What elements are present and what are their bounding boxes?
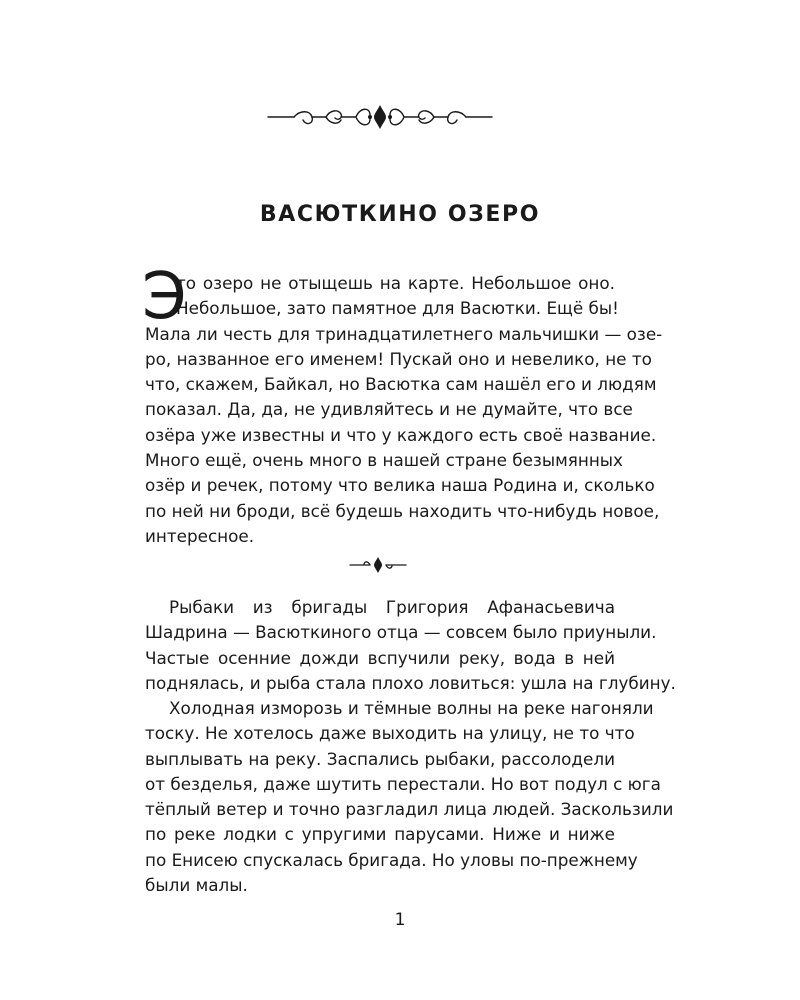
text-line: то озеро не отыщешь на карте. Небольшое оно. bbox=[176, 273, 615, 293]
text-line: озёр и речек, потому что велика наша Родина и, сколько bbox=[145, 475, 655, 496]
section-divider-ornament-icon bbox=[348, 556, 408, 574]
text-line: Много ещё, очень много в нашей стране безымянных bbox=[145, 450, 623, 471]
text-line: Рыбаки из бригады Григория Афанасьевича bbox=[169, 597, 615, 617]
text-line: ро, названное его именем! Пускай оно и невелико, не то bbox=[145, 348, 652, 369]
text-line: показал. Да, да, не удивляйтесь и не думайте, что все bbox=[145, 399, 633, 420]
text-line: по реке лодки с упругими парусами. Ниже и ниже bbox=[145, 824, 615, 845]
paragraph-weather bbox=[145, 696, 674, 898]
text-line: Небольшое, зато памятное для Васютки. Ещё бы! bbox=[176, 298, 619, 319]
text-line: Холодная изморозь и тёмные волны на реке нагоняли bbox=[169, 698, 654, 718]
text-line: озёра уже известны и что у каждого есть своё название. bbox=[145, 424, 657, 445]
text-line: выплывать на реку. Заспались рыбаки, рассолодели bbox=[145, 748, 615, 769]
text-line: тёплый ветер и точно разгладил лица людей. Заскользили bbox=[145, 799, 674, 820]
text-line: Мала ли честь для тринадцатилетнего мальчишки — озе- bbox=[145, 323, 663, 344]
text-line: интересное. bbox=[145, 525, 255, 546]
text-line: Частые осенние дожди вспучили реку, вода в ней bbox=[145, 647, 615, 668]
dropcap-block bbox=[142, 260, 619, 334]
text-line: по Енисею спускалась бригада. Но уловы по-прежнему bbox=[145, 849, 638, 870]
text-line: тоску. Не хотелось даже выходить на улицу, не то что bbox=[145, 723, 635, 744]
text-line: от безделья, даже шутить перестали. Но вот подул с юга bbox=[145, 773, 661, 794]
text-line: по ней ни броди, всё будешь находить что-нибудь новое, bbox=[145, 500, 660, 521]
dropcap-letter: Э bbox=[142, 260, 187, 334]
text-line: поднялась, и рыба стала плохо ловиться: ушла на глубину. bbox=[145, 672, 676, 693]
text-line: что, скажем, Байкал, но Васютка сам нашёл его и людям bbox=[145, 374, 657, 395]
text-line: были малы. bbox=[145, 875, 248, 896]
page-title: ВАСЮТКИНО ОЗЕРО bbox=[259, 202, 541, 227]
text-line: Шадрина — Васюткиного отца — совсем было приуныли. bbox=[145, 622, 657, 643]
paragraph-fishermen bbox=[145, 595, 676, 696]
flourish-ornament-icon bbox=[266, 100, 494, 134]
paragraph-intro bbox=[142, 260, 663, 549]
page-number: 1 bbox=[394, 910, 406, 930]
